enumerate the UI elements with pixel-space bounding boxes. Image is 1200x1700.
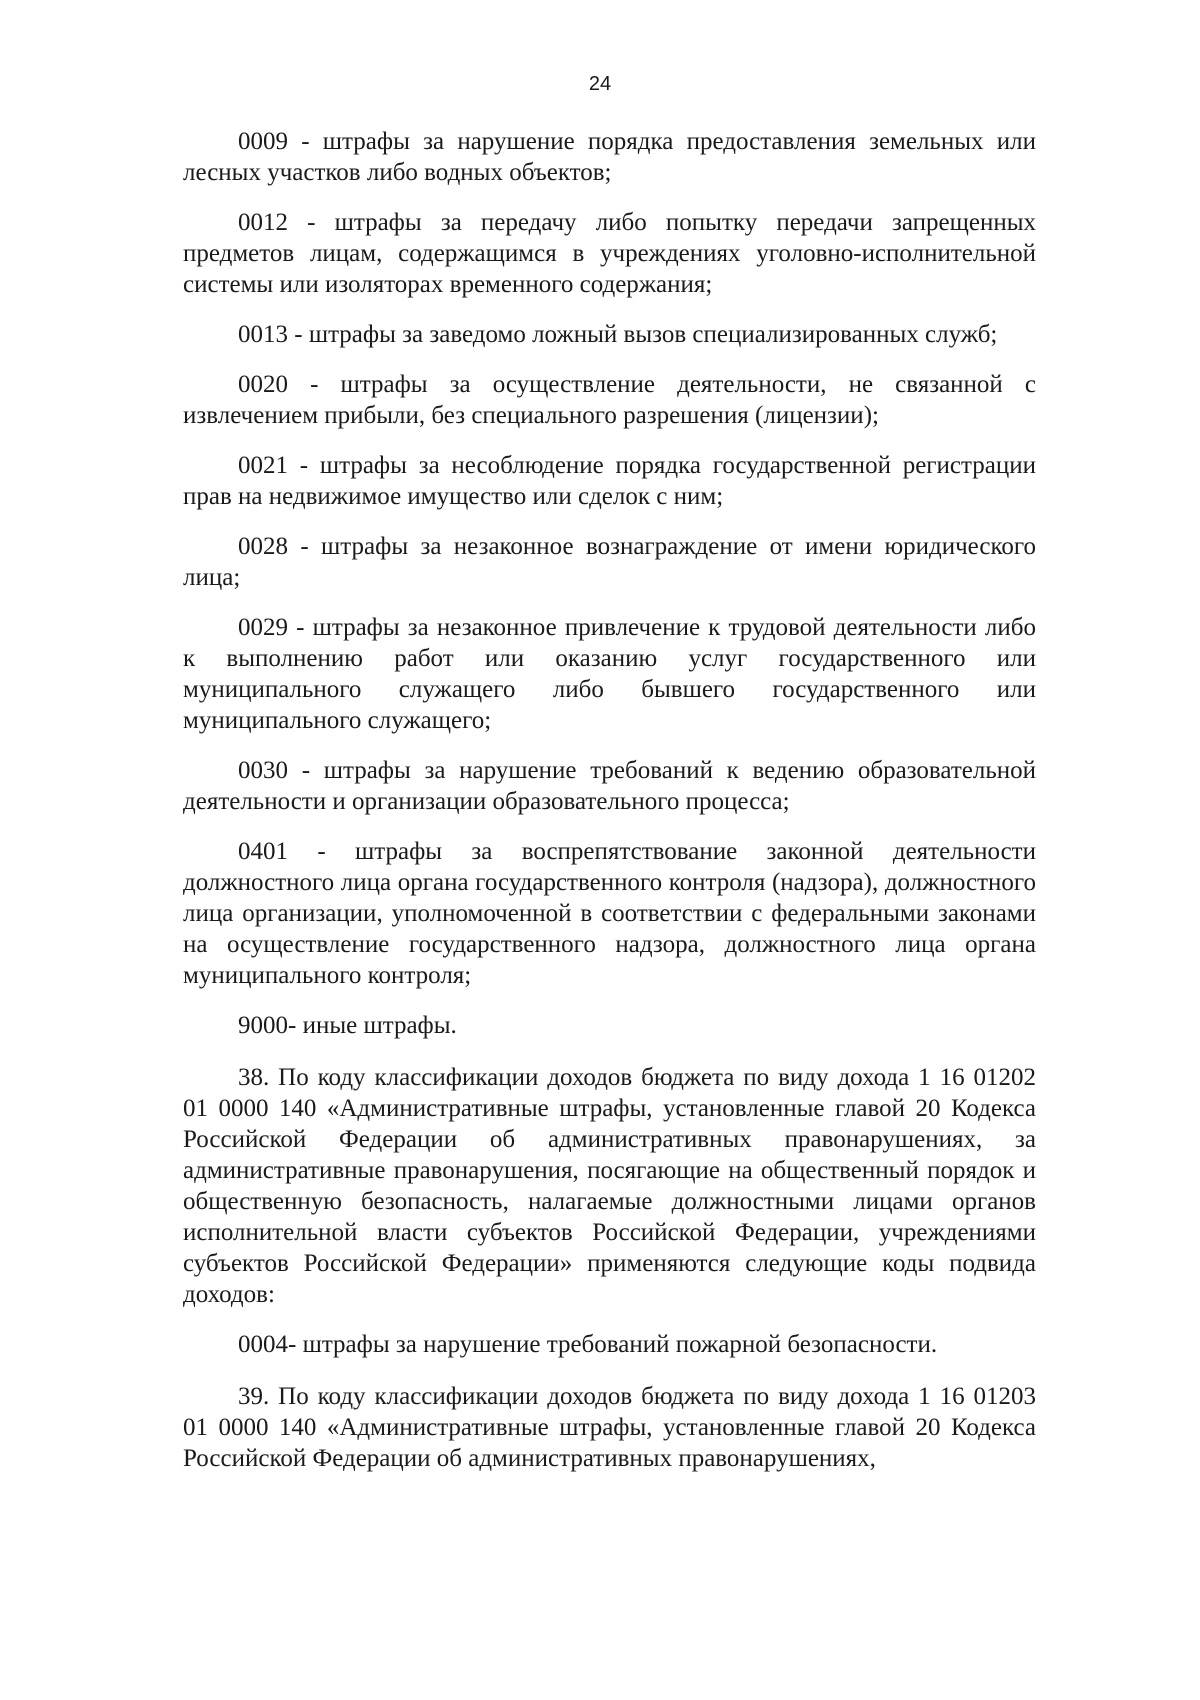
paragraph-0013: 0013 - штрафы за заведомо ложный вызов специализированных служб; [238,321,998,348]
document-body [183,126,1036,1493]
paragraph-0030: 0030 - штрафы за нарушение требований к ведению образовательной деятельности и организации образовательного процесса; [183,757,1036,815]
paragraph-0028: 0028 - штрафы за незаконное вознаграждение от имени юридического лица; [183,533,1036,591]
paragraph-0009: 0009 - штрафы за нарушение порядка предоставления земельных или лесных участков либо водных объектов; [183,128,1036,186]
paragraph-38: 38. По коду классификации доходов бюджета по виду дохода 1 16 01202 01 0000 140 «Административные штрафы, установленные главой 20 Кодекса Российской Федерации об административных правонарушениях, за административные правонарушения, посягающие на общественный порядок и общественную безопасность, налагаемые должностными лицами органов исполнительной власти субъектов Российской Федерации, учреждениями субъектов Российской Федерации» применяются следующие коды подвида доходов: [183,1064,1036,1308]
paragraph-0021: 0021 - штрафы за несоблюдение порядка государственной регистрации прав на недвижимое имущество или сделок с ним; [183,452,1036,510]
page-number: 24 [588,73,612,95]
paragraph-0020: 0020 - штрафы за осуществление деятельности, не связанной с извлечением прибыли, без специального разрешения (лицензии); [183,371,1036,429]
paragraph-9000: 9000- иные штрафы. [238,1012,457,1039]
paragraph-0004: 0004- штрафы за нарушение требований пожарной безопасности. [238,1331,938,1358]
paragraph-39: 39. По коду классификации доходов бюджета по виду дохода 1 16 01203 01 0000 140 «Административные штрафы, установленные главой 20 Кодекса Российской Федерации об административных правонарушениях, [183,1383,1036,1472]
paragraph-0029: 0029 - штрафы за незаконное привлечение к трудовой деятельности либо к выполнению работ или оказанию услуг государственного или муниципального служащего либо бывшего государственного или муниципального служащего; [183,614,1036,734]
paragraph-0012: 0012 - штрафы за передачу либо попытку передачи запрещенных предметов лицам, содержащимся в учреждениях уголовно-исполнительной системы или изоляторах временного содержания; [183,209,1036,298]
paragraph-0401: 0401 - штрафы за воспрепятствование законной деятельности должностного лица органа государственного контроля (надзора), должностного лица организации, уполномоченной в соответствии с федеральными законами на осуществление государственного надзора, должностного лица органа муниципального контроля; [183,838,1036,989]
